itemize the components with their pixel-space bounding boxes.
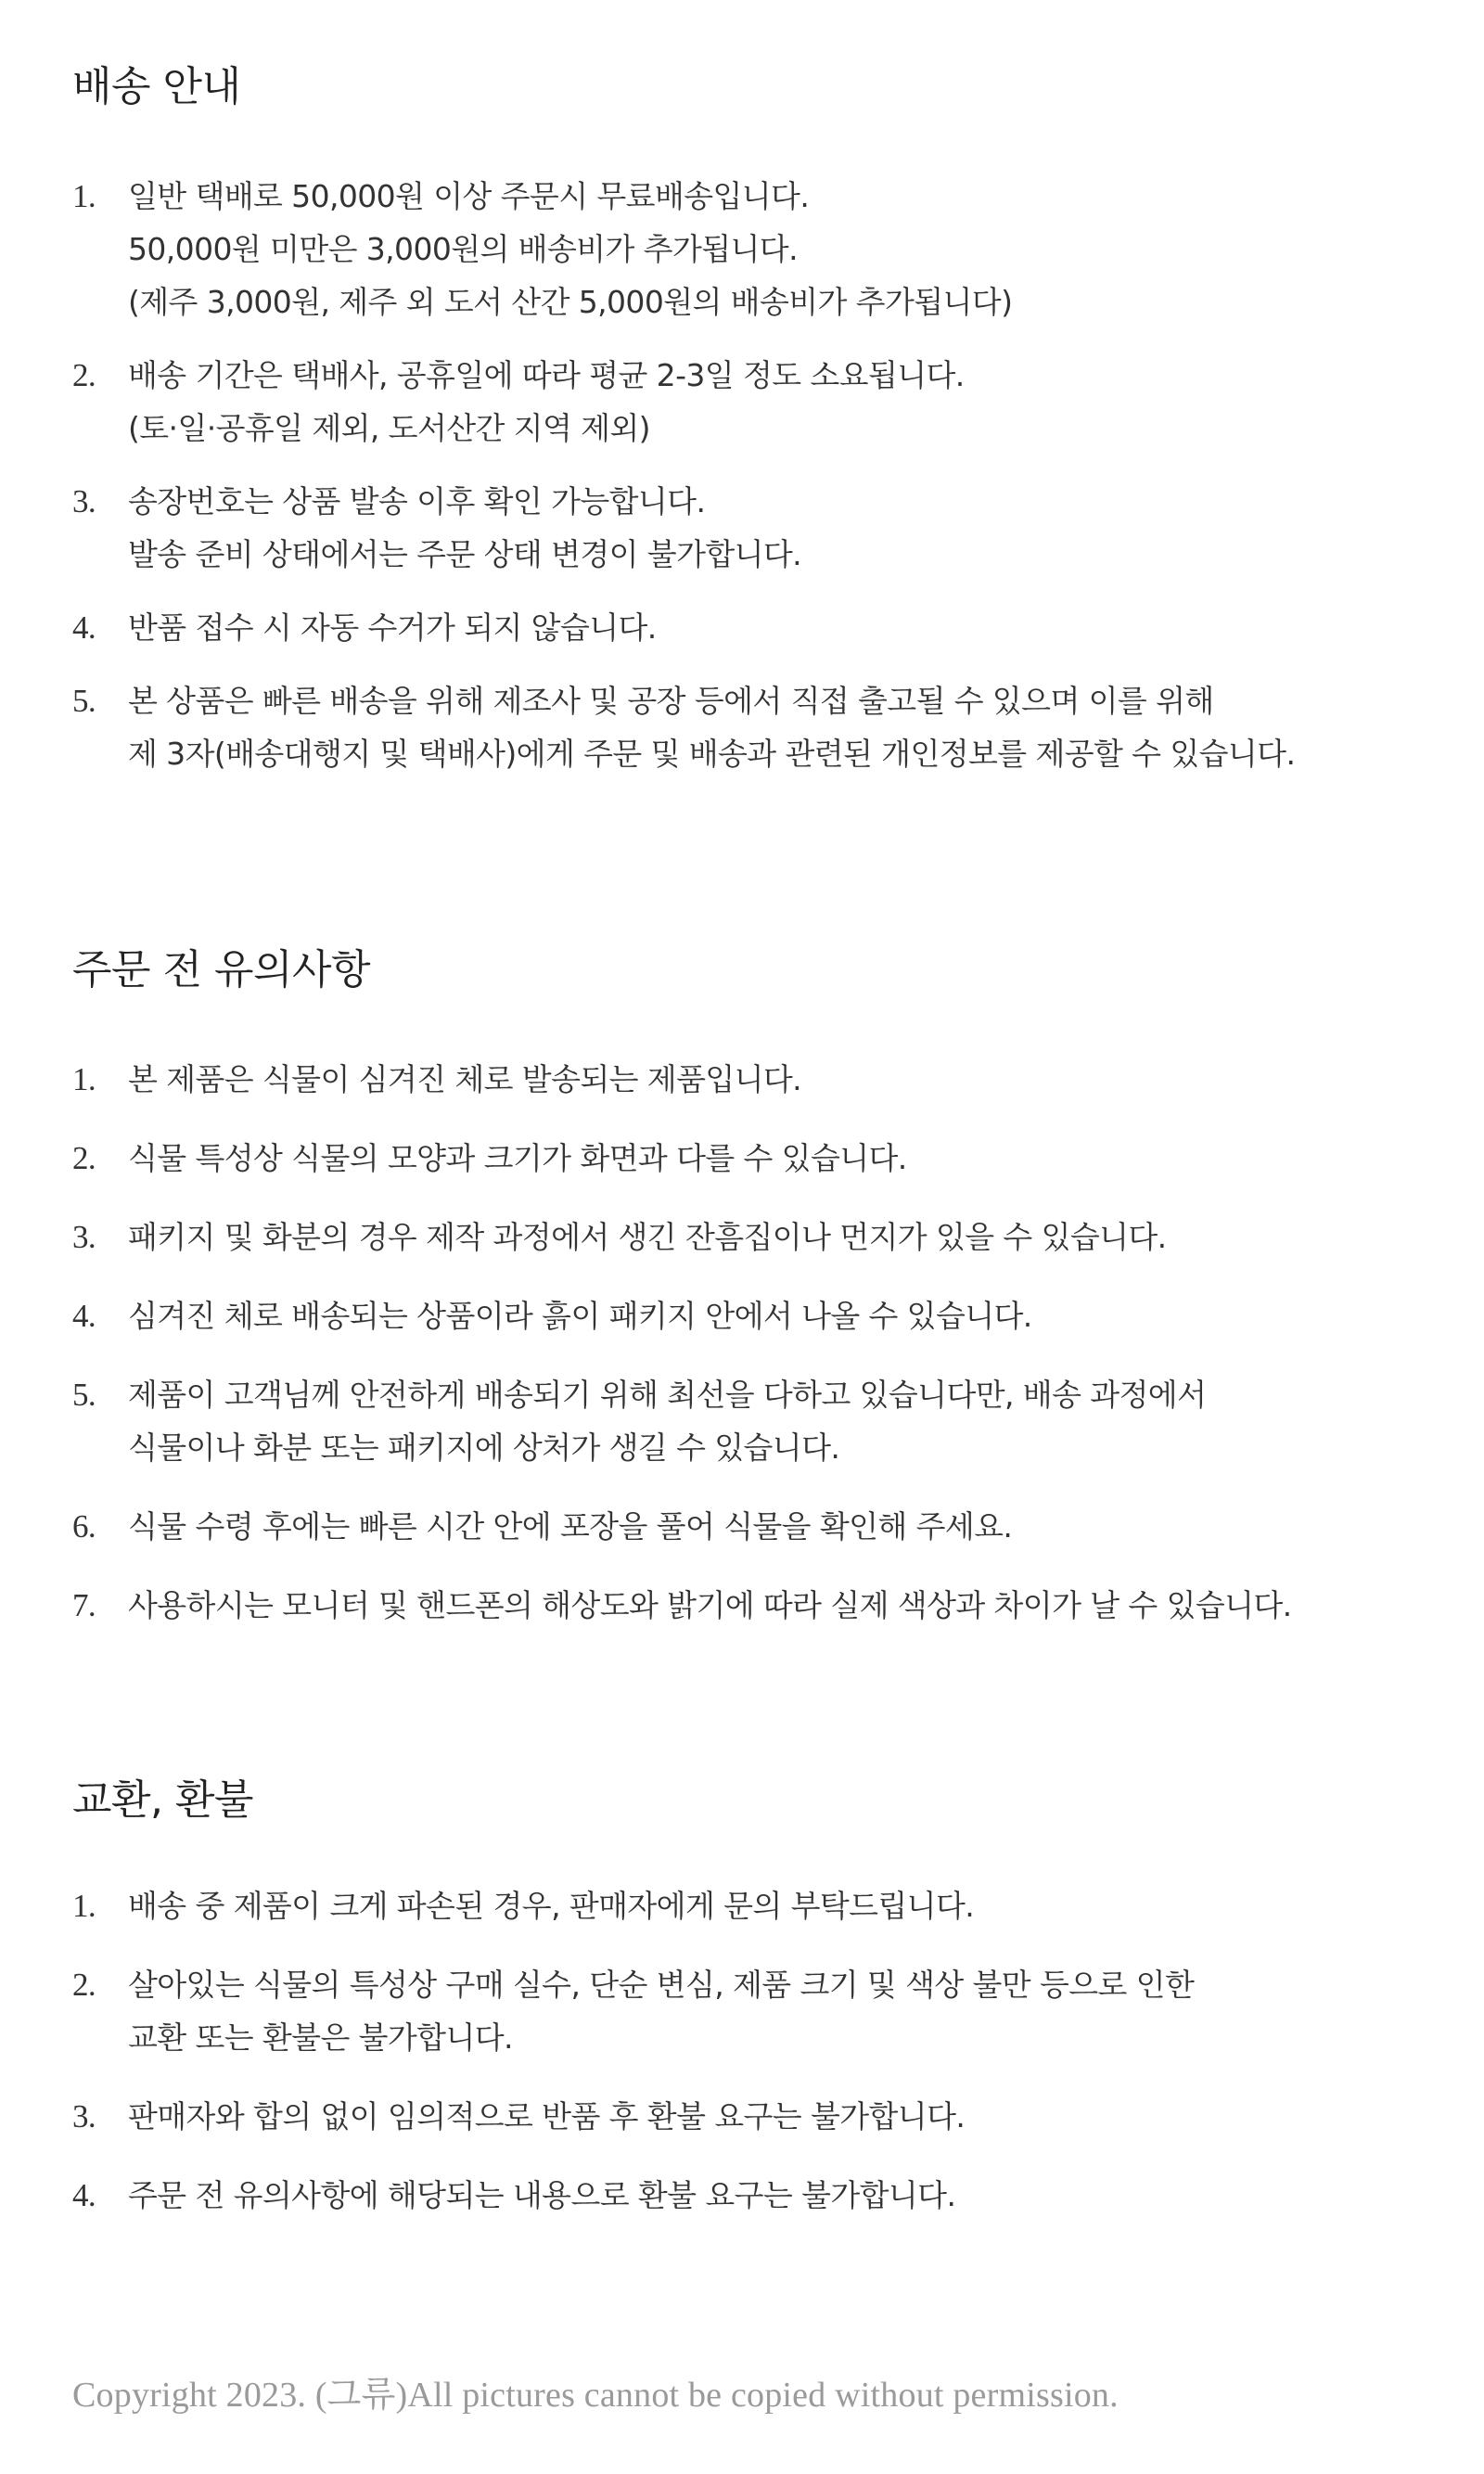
item-number: 1. <box>72 1887 96 1924</box>
item-text <box>128 475 1428 581</box>
item-number: 4. <box>72 609 96 646</box>
item-list <box>72 170 1428 780</box>
list-item <box>72 475 1428 581</box>
list-item <box>72 349 1428 455</box>
item-number: 3. <box>72 482 96 519</box>
item-number: 2. <box>72 1966 96 2003</box>
item-line: 일반 택배로 50,000원 이상 주문시 무료배송입니다. <box>128 177 810 214</box>
item-number: 6. <box>72 1507 96 1545</box>
list-item <box>72 170 1428 328</box>
item-list <box>72 1053 1428 1632</box>
item-text <box>128 1211 1428 1263</box>
item-number: 1. <box>72 1060 96 1097</box>
item-text <box>128 601 1428 654</box>
list-item <box>72 601 1428 654</box>
list-item <box>72 1368 1428 1474</box>
section-title: 배송 안내 <box>72 63 241 110</box>
item-text <box>128 2169 1428 2222</box>
item-line: 심겨진 체로 배송되는 상품이라 흙이 패키지 안에서 나올 수 있습니다. <box>128 1297 1032 1334</box>
item-number: 5. <box>72 1376 96 1413</box>
item-line: 사용하시는 모니터 및 핸드폰의 해상도와 밝기에 따라 실제 색상과 차이가 날 수 있습니다. <box>128 1586 1292 1623</box>
item-line: 본 제품은 식물이 심겨진 체로 발송되는 제품입니다. <box>128 1060 802 1097</box>
list-item <box>72 2169 1428 2222</box>
section-pre-order-notes <box>72 946 1428 1632</box>
list-item <box>72 1579 1428 1632</box>
item-text <box>128 1579 1428 1632</box>
section-title: 주문 전 유의사항 <box>72 946 370 993</box>
item-line: 판매자와 합의 없이 임의적으로 반품 후 환불 요구는 불가합니다. <box>128 2097 966 2134</box>
item-line: 본 상품은 빠른 배송을 위해 제조사 및 공장 등에서 직접 출고될 수 있으며 이를 위해 <box>128 682 1214 719</box>
item-line: 제품이 고객님께 안전하게 배송되기 위해 최선을 다하고 있습니다만, 배송 과정에서 <box>128 1376 1207 1413</box>
item-line: (토·일·공휴일 제외, 도서산간 지역 제외) <box>128 409 650 446</box>
section-title: 교환, 환불 <box>72 1776 253 1824</box>
item-number: 2. <box>72 356 96 393</box>
item-list <box>72 1879 1428 2222</box>
item-number: 4. <box>72 1297 96 1334</box>
item-line: 식물 수령 후에는 빠른 시간 안에 포장을 풀어 식물을 확인해 주세요. <box>128 1507 1013 1545</box>
item-line: 송장번호는 상품 발송 이후 확인 가능합니다. <box>128 482 706 519</box>
item-text <box>128 170 1428 328</box>
item-text <box>128 349 1428 455</box>
item-text <box>128 1053 1428 1106</box>
item-text <box>128 1879 1428 1932</box>
list-item <box>72 1958 1428 2064</box>
item-line: 발송 준비 상태에서는 주문 상태 변경이 불가합니다. <box>128 535 802 572</box>
item-text <box>128 1368 1428 1474</box>
item-line: 50,000원 미만은 3,000원의 배송비가 추가됩니다. <box>128 230 798 267</box>
item-line: 식물 특성상 식물의 모양과 크기가 화면과 다를 수 있습니다. <box>128 1139 907 1176</box>
item-line: 반품 접수 시 자동 수거가 되지 않습니다. <box>128 609 657 646</box>
item-number: 5. <box>72 682 96 719</box>
item-text <box>128 1958 1428 2064</box>
item-text <box>128 2090 1428 2143</box>
item-number: 7. <box>72 1586 96 1623</box>
item-line: 주문 전 유의사항에 해당되는 내용으로 환불 요구는 불가합니다. <box>128 2176 956 2213</box>
list-item <box>72 674 1428 780</box>
item-line: 배송 중 제품이 크게 파손된 경우, 판매자에게 문의 부탁드립니다. <box>128 1887 975 1924</box>
item-number: 3. <box>72 1218 96 1255</box>
item-number: 4. <box>72 2176 96 2213</box>
list-item <box>72 1053 1428 1106</box>
item-line: 교환 또는 환불은 불가합니다. <box>128 2019 513 2056</box>
list-item <box>72 1132 1428 1185</box>
item-text <box>128 1500 1428 1553</box>
item-number: 3. <box>72 2097 96 2134</box>
item-text <box>128 1132 1428 1185</box>
list-item <box>72 1879 1428 1932</box>
item-line: 식물이나 화분 또는 패키지에 상처가 생길 수 있습니다. <box>128 1429 840 1466</box>
item-line: 패키지 및 화분의 경우 제작 과정에서 생긴 잔흠집이나 먼지가 있을 수 있습니다. <box>128 1218 1167 1255</box>
copyright-footer: Copyright 2023. (그류)All pictures cannot be copied without permission. <box>72 2376 1119 2415</box>
item-number: 2. <box>72 1139 96 1176</box>
list-item <box>72 1500 1428 1553</box>
item-text <box>128 1289 1428 1342</box>
list-item <box>72 1289 1428 1342</box>
section-shipping-info <box>72 63 1428 780</box>
section-exchange-refund <box>72 1776 1428 2222</box>
item-line: 배송 기간은 택배사, 공휴일에 따라 평균 2-3일 정도 소요됩니다. <box>128 356 965 393</box>
item-number: 1. <box>72 177 96 214</box>
item-line: 제 3자(배송대행지 및 택배사)에게 주문 및 배송과 관련된 개인정보를 제공할 수 있습니다. <box>128 735 1296 772</box>
list-item <box>72 2090 1428 2143</box>
item-text <box>128 674 1428 780</box>
item-line: (제주 3,000원, 제주 외 도서 산간 5,000원의 배송비가 추가됩니다) <box>128 283 1013 320</box>
item-line: 살아있는 식물의 특성상 구매 실수, 단순 변심, 제품 크기 및 색상 불만 등으로 인한 <box>128 1966 1195 2003</box>
list-item <box>72 1211 1428 1263</box>
